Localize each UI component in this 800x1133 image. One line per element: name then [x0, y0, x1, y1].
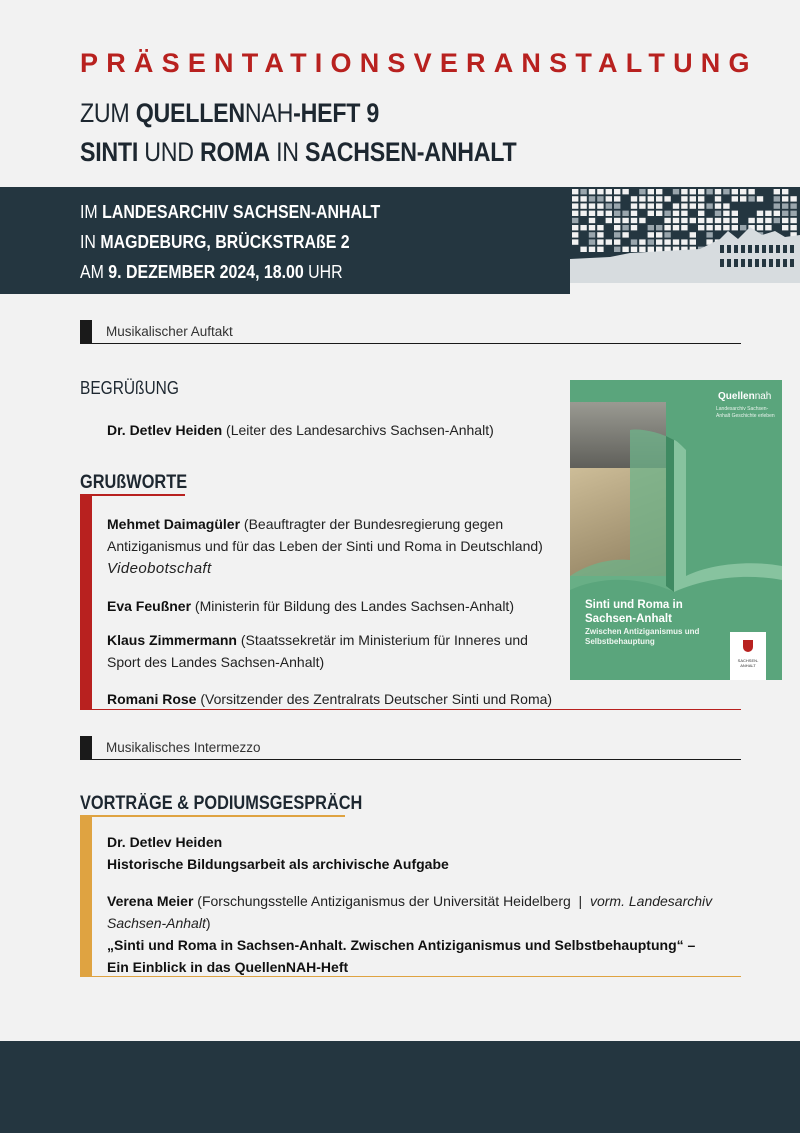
grusswort-item: [107, 595, 514, 617]
coat-of-arms-icon: [743, 640, 753, 652]
title-text: ZUM: [80, 98, 136, 128]
date-text: 9. DEZEMBER 2024, 18.00: [108, 261, 304, 282]
brand-text: Quellen: [718, 391, 755, 402]
speaker-role: (Beauftragter der Bundesregierung gegen: [240, 516, 504, 532]
talk-title: Historische Bildungsarbeit als archivische Aufgabe: [107, 856, 449, 872]
cover-title-text: Sinti und Roma in: [585, 599, 683, 611]
music-intermezzo-label: Musikalisches Intermezzo: [106, 740, 261, 755]
date-text: AM: [80, 261, 109, 282]
greeting-heading: BEGRÜßUNG: [80, 378, 179, 398]
cover-subtitle: [585, 627, 705, 647]
cover-subtitle-text: Zwischen Antiziganismus und: [585, 627, 700, 636]
talks-heading: VORTRÄGE & PODIUMSGESPRÄCH: [80, 793, 363, 814]
publisher-name: SACHSEN-ANHALT: [737, 658, 759, 668]
music-opening-label: Musikalischer Auftakt: [106, 324, 233, 339]
video-message-note: Videobotschaft: [107, 560, 212, 577]
speaker-name: Verena Meier: [107, 893, 194, 909]
speaker-previous-affiliation: Sachsen-Anhalt: [107, 915, 206, 931]
title-text: SACHSEN-ANHALT: [304, 137, 517, 167]
talk-title: „Sinti und Roma in Sachsen-Anhalt. Zwischen Antiziganismus und Selbstbehauptung“ –: [107, 937, 696, 953]
venue-text: LANDESARCHIV SACHSEN-ANHALT: [102, 201, 381, 222]
grusswort-item: [107, 688, 552, 710]
cover-brand-sub: Landesarchiv Sachsen-Anhalt Geschichte erleben: [716, 406, 775, 419]
music-intermezzo: [80, 736, 741, 760]
talk-item: [107, 890, 712, 978]
grusswort-item: [107, 513, 543, 580]
title-text: -HEFT 9: [293, 98, 380, 128]
footer-bar: [0, 1041, 800, 1133]
date-text: UHR: [303, 261, 343, 282]
cover-subtitle-text: Selbstbehauptung: [585, 637, 655, 646]
date-line: [80, 261, 343, 283]
speaker-role: Antiziganismus und für das Leben der Sinti und Roma in Deutschland): [107, 538, 543, 554]
speaker-affiliation: (Forschungsstelle Antiziganismus der Universität Heidelberg |: [193, 893, 590, 909]
speaker-name: Eva Feußner: [107, 598, 192, 614]
venue-text: IM: [80, 201, 103, 222]
speaker-name: Dr. Detlev Heiden: [107, 422, 223, 438]
address-text: IN: [80, 231, 101, 252]
cover-brand: [718, 391, 771, 402]
venue-banner: [0, 187, 800, 294]
speaker-role: (Leiter des Landesarchivs Sachsen-Anhalt): [222, 422, 494, 438]
speaker-role: Sport des Landes Sachsen-Anhalt): [107, 654, 325, 670]
cover-title: [585, 598, 683, 626]
grusswort-item: [107, 629, 528, 673]
talk-title: Ein Einblick in das QuellenNAH-Heft: [107, 959, 349, 975]
address-text: MAGDEBURG, BRÜCKSTRAßE 2: [100, 231, 350, 252]
address-line: [80, 231, 350, 253]
brand-suffix: nah: [754, 391, 772, 402]
archive-building-illustration: [570, 187, 800, 294]
title-text: SINTI: [80, 137, 139, 167]
affiliation-close: ): [205, 915, 211, 931]
title-line-1: [80, 98, 379, 129]
title-text: NAH: [244, 98, 294, 128]
speaker-role: (Vorsitzender des Zentralrats Deutscher Sinti und Roma): [196, 691, 553, 707]
title-text: UND: [138, 137, 200, 167]
cover-title-text: Sachsen-Anhalt: [585, 613, 672, 625]
title-text: ROMA: [199, 137, 270, 167]
title-text: QUELLEN: [135, 98, 245, 128]
music-opening: [80, 320, 741, 344]
speaker-name: Dr. Detlev Heiden: [107, 834, 223, 850]
greeting-speaker: [107, 419, 494, 441]
publication-cover: [570, 380, 782, 680]
speaker-role: (Staatssekretär im Ministerium für Inneres und: [236, 632, 528, 648]
venue-line: [80, 201, 380, 223]
title-text: IN: [269, 137, 305, 167]
grussworte-heading: GRUßWORTE: [80, 472, 188, 493]
speaker-name: Mehmet Daimagüler: [107, 516, 241, 532]
speaker-name: Klaus Zimmermann: [107, 632, 237, 648]
publisher-logo: [730, 632, 766, 680]
speaker-role: (Ministerin für Bildung des Landes Sachsen-Anhalt): [191, 598, 514, 614]
speaker-previous-affiliation: vorm. Landesarchiv: [589, 893, 713, 909]
event-kicker: PRÄSENTATIONSVERANSTALTUNG: [80, 48, 758, 78]
talk-item: [107, 831, 449, 875]
title-line-2: [80, 137, 516, 168]
speaker-name: Romani Rose: [107, 691, 197, 707]
